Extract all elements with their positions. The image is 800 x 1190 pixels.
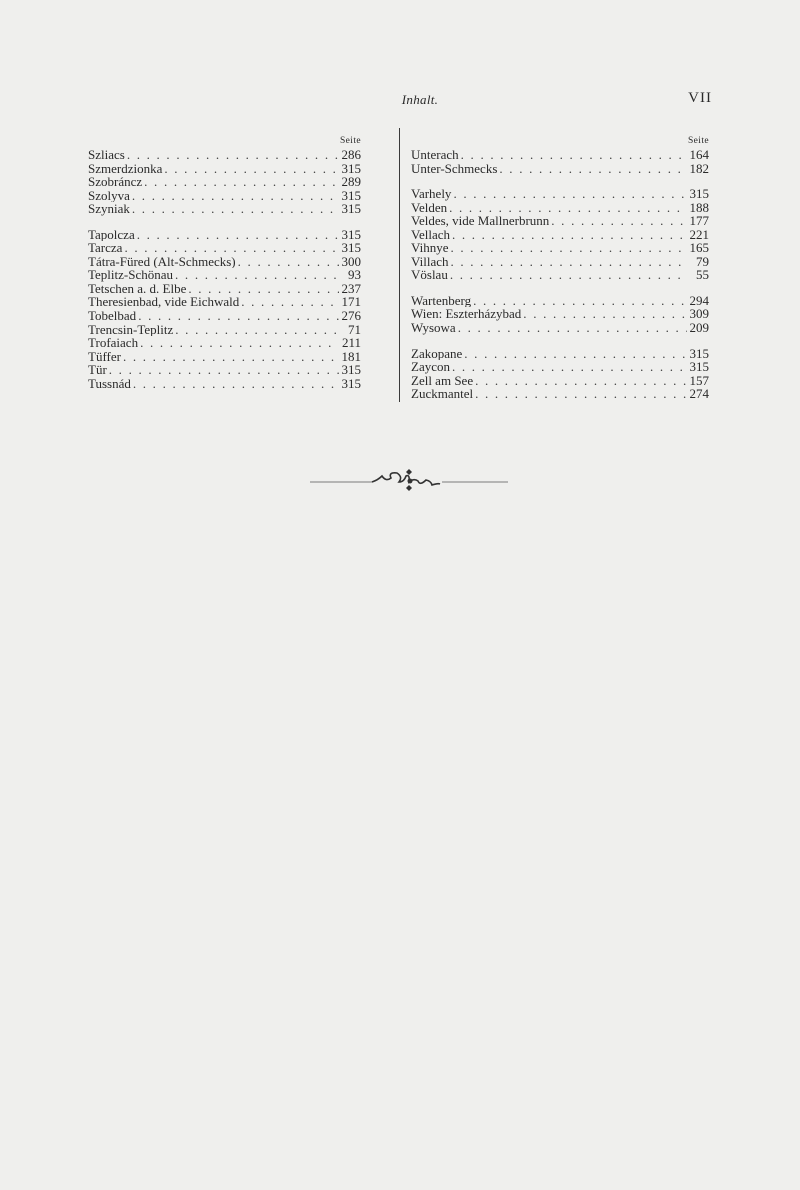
- entry-page-number: 165: [689, 241, 709, 255]
- entry-name: Szliacs: [88, 148, 125, 162]
- index-entry: [88, 363, 361, 377]
- entry-page-number: 294: [689, 293, 709, 308]
- dot-leader: [164, 162, 339, 176]
- entry-name: Tarcza: [88, 241, 123, 255]
- entry-page-number: 157: [689, 373, 709, 388]
- index-list-left: [88, 148, 361, 390]
- index-entry: [88, 241, 361, 255]
- index-entry: [88, 282, 361, 296]
- dot-leader: [450, 255, 687, 269]
- entry-name: Trofaiach: [88, 336, 139, 350]
- column-heading-seite: Seite: [340, 136, 361, 146]
- index-entry: [411, 374, 709, 388]
- entry-name: Unterach: [411, 148, 459, 162]
- index-entry: [411, 214, 709, 228]
- entry-page-number: 171: [341, 295, 361, 310]
- running-header-title: Inhalt.: [401, 92, 439, 107]
- index-entry: [411, 387, 709, 401]
- index-entry: [411, 201, 709, 215]
- index-entry: [88, 377, 361, 391]
- index-entry: [411, 360, 709, 374]
- index-column-right: [411, 134, 709, 401]
- index-entry: [88, 336, 361, 350]
- entry-page-number: 315: [341, 376, 361, 391]
- index-entry: [411, 241, 709, 255]
- index-list-right: [411, 148, 709, 401]
- dot-leader: [138, 309, 339, 323]
- entry-page-number: 315: [689, 346, 709, 361]
- dot-leader: [238, 255, 339, 269]
- index-entry: [88, 148, 361, 162]
- index-entry: [88, 323, 361, 337]
- dot-leader: [241, 295, 339, 309]
- index-entry: [88, 309, 361, 323]
- dot-leader: [461, 148, 687, 162]
- entry-name: Vihnye: [411, 241, 449, 255]
- index-entry: [88, 350, 361, 364]
- index-entry: [88, 175, 361, 189]
- entry-page-number: 211: [341, 336, 361, 350]
- entry-page-number: 300: [341, 254, 361, 269]
- column-divider: [399, 128, 400, 402]
- entry-page-number: 188: [689, 200, 709, 215]
- entry-name: Zakopane: [411, 346, 463, 361]
- index-entry: [411, 268, 709, 282]
- entry-name: Zuckmantel: [411, 387, 474, 401]
- index-entry: [411, 148, 709, 162]
- entry-page-number: 315: [341, 363, 361, 377]
- group-spacer: [88, 216, 361, 228]
- entry-name: Varhely: [411, 187, 452, 201]
- dot-leader: [473, 294, 687, 308]
- entry-name: Vellach: [411, 227, 450, 242]
- dot-leader: [123, 350, 339, 364]
- entry-name: Tür: [88, 363, 107, 377]
- dot-leader: [453, 187, 687, 201]
- dot-leader: [188, 282, 339, 296]
- dot-leader: [132, 202, 339, 216]
- entry-name: Wysowa: [411, 321, 456, 335]
- index-entry: [411, 162, 709, 176]
- dot-leader: [464, 347, 687, 361]
- entry-page-number: 309: [689, 307, 709, 322]
- entry-name: Zaycon: [411, 360, 450, 374]
- column-heading-seite: Seite: [688, 136, 709, 146]
- dot-leader: [175, 323, 339, 337]
- entry-page-number: 315: [341, 161, 361, 176]
- index-entry: [411, 255, 709, 269]
- dot-leader: [452, 360, 687, 374]
- dot-leader: [127, 148, 339, 162]
- page-number: VII: [688, 90, 712, 106]
- dot-leader: [452, 228, 687, 242]
- entry-page-number: 315: [689, 187, 709, 201]
- entry-name: Velden: [411, 200, 448, 215]
- entry-page-number: 237: [341, 281, 361, 296]
- index-entry: [88, 189, 361, 203]
- entry-name: Tussnád: [88, 376, 131, 391]
- entry-name: Szolyva: [88, 188, 130, 203]
- entry-page-number: 289: [341, 175, 361, 189]
- dot-leader: [499, 162, 687, 176]
- entry-page-number: 315: [341, 241, 361, 255]
- entry-name: Veldes, vide Mallnerbrunn: [411, 214, 550, 228]
- dot-leader: [137, 228, 339, 242]
- entry-page-number: 315: [341, 188, 361, 203]
- dot-leader: [140, 336, 339, 350]
- entry-name: Tüffer: [88, 349, 121, 364]
- entry-page-number: 274: [689, 387, 709, 401]
- entry-name: Tapolcza: [88, 227, 135, 242]
- entry-page-number: 181: [341, 349, 361, 364]
- dot-leader: [451, 241, 688, 255]
- entry-page-number: 315: [341, 227, 361, 242]
- entry-name: Wien: Eszterházybad: [411, 307, 522, 322]
- entry-name: Theresienbad, vide Eichwald: [88, 295, 240, 310]
- entry-name: Unter-Schmecks: [411, 161, 498, 176]
- entry-page-number: 71: [348, 322, 361, 337]
- entry-page-number: 177: [689, 214, 709, 228]
- group-spacer: [411, 335, 709, 347]
- index-entry: [88, 255, 361, 269]
- index-entry: [411, 294, 709, 308]
- dot-leader: [475, 387, 687, 401]
- entry-page-number: 93: [348, 268, 361, 282]
- index-entry: [88, 295, 361, 309]
- entry-name: Teplitz-Schönau: [88, 268, 174, 282]
- entry-page-number: 79: [696, 254, 709, 269]
- entry-page-number: 209: [689, 321, 709, 335]
- entry-page-number: 315: [689, 360, 709, 374]
- index-entry: [88, 268, 361, 282]
- entry-name: Tobelbad: [88, 309, 137, 323]
- entry-page-number: 286: [341, 148, 361, 162]
- index-entry: [88, 162, 361, 176]
- group-spacer: [411, 282, 709, 294]
- index-entry: [88, 202, 361, 216]
- entry-name: Trencsin-Teplitz: [88, 322, 174, 337]
- index-entry: [88, 228, 361, 242]
- index-entry: [411, 321, 709, 335]
- dot-leader: [124, 241, 339, 255]
- entry-page-number: 221: [689, 227, 709, 242]
- entry-name: Szyniak: [88, 202, 130, 216]
- entry-page-number: 182: [689, 161, 709, 176]
- dot-leader: [475, 374, 687, 388]
- entry-name: Villach: [411, 254, 449, 269]
- index-entry: [411, 228, 709, 242]
- index-entry: [411, 307, 709, 321]
- entry-page-number: 55: [696, 268, 709, 282]
- entry-name: Zell am See: [411, 373, 474, 388]
- dot-leader: [133, 377, 339, 391]
- entry-page-number: 276: [341, 309, 361, 323]
- decorative-ornament-icon: [310, 468, 510, 492]
- index-column-left: [88, 134, 361, 390]
- entry-name: Szobráncz: [88, 175, 143, 189]
- dot-leader: [551, 214, 687, 228]
- dot-leader: [523, 307, 687, 321]
- dot-leader: [175, 268, 339, 282]
- index-entry: [411, 187, 709, 201]
- index-entry: [411, 347, 709, 361]
- dot-leader: [132, 189, 339, 203]
- dot-leader: [144, 175, 339, 189]
- entry-name: Wartenberg: [411, 293, 472, 308]
- entry-page-number: 164: [689, 148, 709, 162]
- entry-name: Tátra-Füred (Alt-Schmecks): [88, 254, 236, 269]
- dot-leader: [449, 201, 687, 215]
- entry-name: Vöslau: [411, 268, 448, 282]
- dot-leader: [109, 363, 339, 377]
- dot-leader: [450, 268, 687, 282]
- entry-page-number: 315: [341, 202, 361, 216]
- dot-leader: [458, 321, 687, 335]
- group-spacer: [411, 175, 709, 187]
- entry-name: Szmerdzionka: [88, 161, 163, 176]
- entry-name: Tetschen a. d. Elbe: [88, 281, 187, 296]
